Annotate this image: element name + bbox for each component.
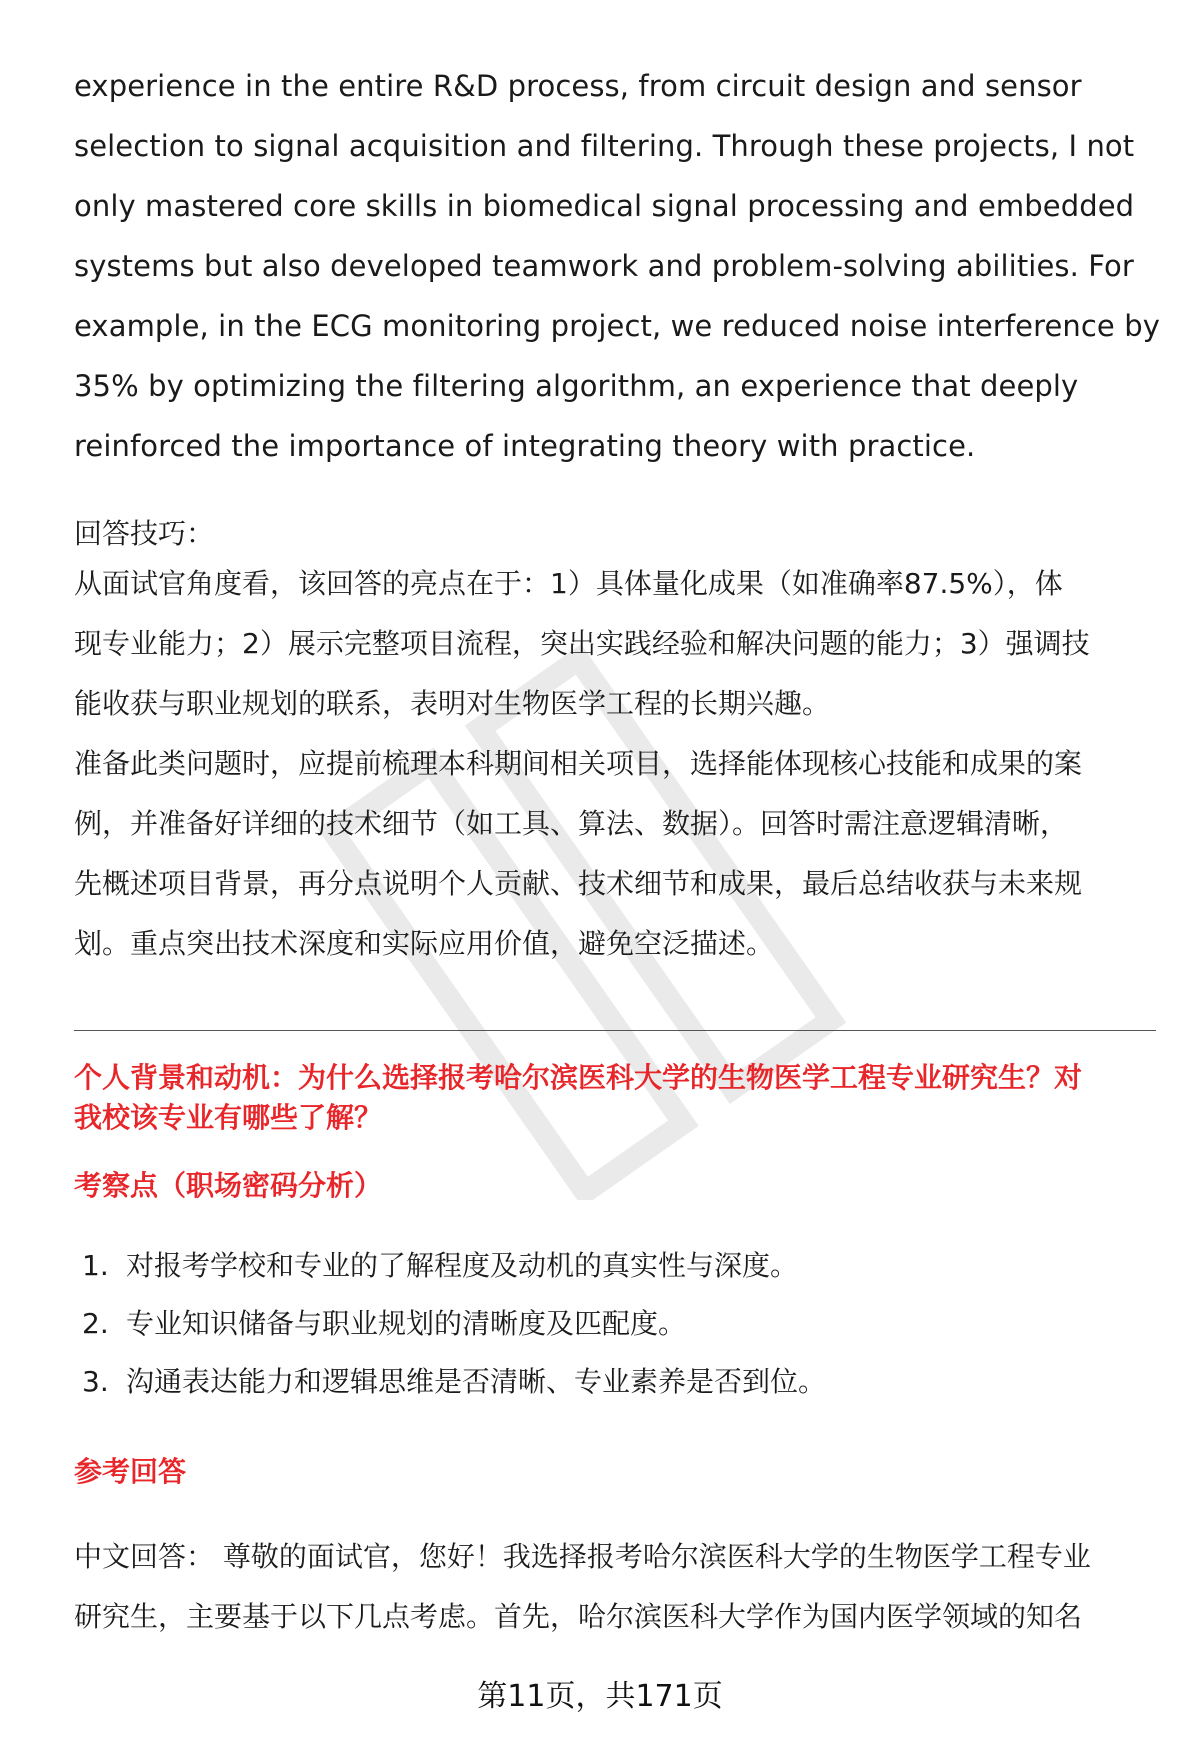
list-item-text: 沟通表达能力和逻辑思维是否清晰、专业素养是否到位。: [126, 1365, 827, 1398]
text-line: only mastered core skills in biomedical signal processing and embedded: [74, 189, 1135, 223]
focus-heading: 考察点（职场密码分析）: [74, 1169, 383, 1202]
list-number: 2.: [82, 1307, 109, 1340]
list-item-text: 专业知识储备与职业规划的清晰度及匹配度。: [126, 1307, 687, 1340]
text-line: example, in the ECG monitoring project, we reduced noise interference by: [74, 309, 1160, 343]
text-line: experience in the entire R&D process, from circuit design and sensor: [74, 69, 1082, 103]
text-line: 先概述项目背景，再分点说明个人贡献、技术细节和成果，最后总结收获与未来规: [74, 867, 1083, 900]
text-line: 划。重点突出技术深度和实际应用价值，避免空泛描述。: [74, 927, 775, 960]
tips-heading: 回答技巧：: [74, 517, 215, 550]
list-item-text: 对报考学校和专业的了解程度及动机的真实性与深度。: [126, 1249, 799, 1282]
tips-paragraph-1: [74, 554, 1154, 734]
text-line: 35% by optimizing the filtering algorithm, an experience that deeply: [74, 369, 1079, 403]
text-line: reinforced the importance of integrating theory with practice.: [74, 429, 976, 463]
text-line: selection to signal acquisition and filtering. Through these projects, I not: [74, 129, 1135, 163]
text-line: 研究生，主要基于以下几点考虑。首先，哈尔滨医科大学作为国内医学领域的知名: [74, 1600, 1083, 1633]
section-divider: [74, 1030, 1156, 1031]
reference-answer: [74, 1527, 1091, 1647]
focus-list: [82, 1246, 826, 1420]
list-item: [82, 1246, 826, 1304]
question-heading: [74, 1058, 1159, 1138]
list-number: 1.: [82, 1249, 109, 1282]
list-item: [82, 1304, 826, 1362]
english-answer-paragraph: [74, 56, 1160, 476]
text-line: systems but also developed teamwork and problem-solving abilities. For: [74, 249, 1134, 283]
text-line: 从面试官角度看，该回答的亮点在于：1）具体量化成果（如准确率87.5%），体: [74, 567, 1063, 600]
text-line: 准备此类问题时，应提前梳理本科期间相关项目，选择能体现核心技能和成果的案: [74, 747, 1083, 780]
question-line: 个人背景和动机：为什么选择报考哈尔滨医科大学的生物医学工程专业研究生？对: [74, 1061, 1083, 1094]
text-line: 例，并准备好详细的技术细节（如工具、算法、数据）。回答时需注意逻辑清晰，: [74, 807, 1069, 840]
reference-heading: 参考回答: [74, 1455, 187, 1488]
page-number: 第11页，共171页: [477, 1679, 723, 1714]
list-number: 3.: [82, 1365, 109, 1398]
document-body: [74, 56, 1160, 974]
text-line: 中文回答： 尊敬的面试官，您好！我选择报考哈尔滨医科大学的生物医学工程专业: [74, 1540, 1091, 1573]
list-item: [82, 1362, 826, 1420]
tips-paragraph-2: [74, 734, 1154, 974]
text-line: 现专业能力；2）展示完整项目流程，突出实践经验和解决问题的能力；3）强调技: [74, 627, 1090, 660]
text-line: 能收获与职业规划的联系，表明对生物医学工程的长期兴趣。: [74, 687, 831, 720]
question-line: 我校该专业有哪些了解？: [74, 1101, 383, 1134]
